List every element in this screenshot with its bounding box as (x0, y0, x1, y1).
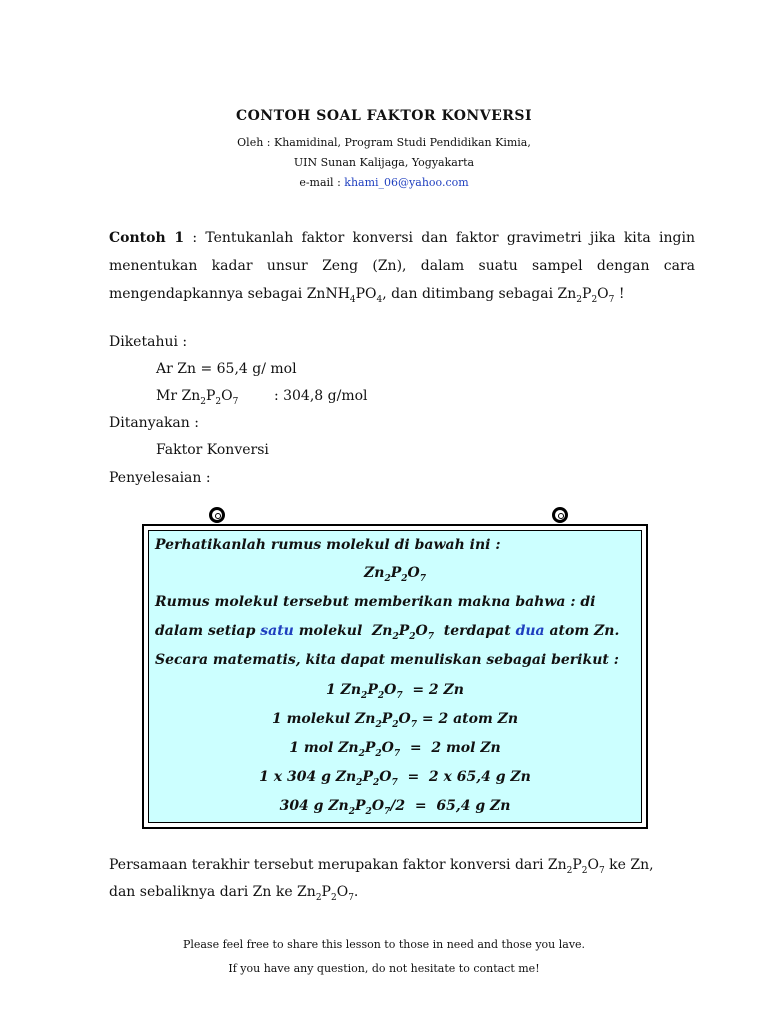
example-text-4: P (582, 286, 592, 302)
conclusion-text-b: ke Zn, (604, 857, 654, 873)
conclusion-text-a: Persamaan terakhir tersebut merupakan faktor konversi dari Zn (109, 857, 567, 873)
box-formula: $Zn_2P_2O_7$ (364, 565, 426, 584)
eq3-left: 1 mol Zn (289, 740, 359, 756)
eq4-left: 1 x 304 g Zn (259, 769, 357, 785)
box-equation-5: 304 g $Zn_2P_2O_7/2 = 65,4$ g Zn (279, 798, 511, 817)
author-line: Oleh : Khamidinal, Program Studi Pendidikan Kimia, (237, 136, 531, 149)
eq5-left: 304 g Zn (279, 798, 349, 814)
eq4-right: = 2 x 65,4 g Zn (397, 769, 531, 785)
box-detail-b: molekul Zn (293, 623, 393, 639)
example-text: Tentukanlah faktor konversi dan faktor gravimetri jika kita ingin menentukan kadar unsur Zeng (Zn), dalam suatu sampel dengan cara mengendapkannya sebagai ZnNH (109, 230, 695, 302)
conclusion-line-2: dan sebaliknya dari Zn ke $Zn_2P_2O_7$. (109, 884, 359, 903)
box-line-intro: Perhatikanlah rumus molekul di bawah ini : (155, 537, 501, 553)
explanation-box (142, 524, 648, 829)
eq1-left: 1 Zn (326, 682, 362, 698)
email-label: e-mail : (299, 176, 341, 189)
box-equation-2: 1 molekul $Zn_2P_2O_7 = 2$ atom Zn (271, 711, 519, 730)
known-mr-prefix: Mr Zn (156, 388, 201, 404)
box-detail-d: atom Zn. (544, 623, 620, 639)
box-line-meaning: Rumus molekul tersebut memberikan makna bahwa : di (155, 594, 596, 610)
eq2-left: 1 molekul Zn (271, 711, 376, 727)
email-link[interactable]: khami_06@yahoo.com (344, 176, 469, 189)
page-title: CONTOH SOAL FAKTOR KONVERSI (235, 108, 533, 124)
box-detail-c: terdapat (434, 623, 516, 639)
footer-line-1: Please feel free to share this lesson to those in need and those you lave. (182, 938, 586, 951)
eq5-right: /2 = 65,4 g Zn (390, 798, 511, 814)
example-text-2: PO (355, 286, 377, 302)
example-paragraph: Contoh 1 : Tentukanlah faktor konversi dan faktor gravimetri jika kita ingin menentukan kadar unsur Zeng (Zn), dalam suatu sampel dengan cara mengendapkannya sebagai $ZnNH_4PO_4$, dan ditimbang sebagai $Zn_2P_2O_7$ ! (109, 230, 695, 305)
ring-left-icon (209, 507, 225, 523)
known-heading: Diketahui : (109, 334, 188, 350)
eq1-right: = 2 Zn (402, 682, 464, 698)
asked-item: Faktor Konversi (156, 442, 269, 458)
example-text-5: O (597, 286, 609, 302)
box-word-satu: satu (260, 623, 294, 639)
example-text-3: , dan ditimbang sebagai Zn (382, 286, 577, 302)
footer-line-2: If you have any question, do not hesitate to contact me! (228, 962, 540, 975)
box-line-math: Secara matematis, kita dapat menuliskan sebagai berikut : (155, 652, 619, 668)
known-ar-line: Ar Zn = 65,4 g/ mol (156, 361, 297, 377)
example-text-6: ! (614, 286, 625, 302)
eq3-right: = 2 mol Zn (400, 740, 501, 756)
explanation-box-inner (148, 530, 642, 823)
conclusion-line-1: Persamaan terakhir tersebut merupakan faktor konversi dari $Zn_2P_2O_7$ ke Zn, (109, 857, 654, 876)
box-equation-1: 1 $Zn_2P_2O_7 = 2$ Zn (326, 682, 464, 701)
conclusion-text-c: dan sebaliknya dari Zn ke Zn (109, 884, 316, 900)
eq2-right: = 2 atom Zn (416, 711, 519, 727)
institution-line: UIN Sunan Kalijaga, Yogyakarta (293, 156, 475, 169)
known-mr-line: Mr $Zn_2P_2O_7$ : 304,8 g/mol (156, 388, 368, 407)
email-line (0, 176, 768, 189)
solution-heading: Penyelesaian : (109, 470, 211, 486)
example-separator: : (184, 230, 206, 246)
box-equation-4: 1 x 304 g $Zn_2P_2O_7 = 2$ x 65,4 g Zn (259, 769, 531, 788)
box-equation-3: 1 mol $Zn_2P_2O_7 = 2$ mol Zn (289, 740, 501, 759)
box-word-dua: dua (515, 623, 545, 639)
ring-right-icon (552, 507, 568, 523)
box-line-detail: dalam setiap satu molekul $Zn_2P_2O_7$ terdapat dua atom Zn. (155, 623, 620, 642)
example-label: Contoh 1 (109, 230, 185, 246)
asked-heading: Ditanyakan : (109, 415, 199, 431)
box-detail-a: dalam setiap (155, 623, 261, 639)
known-mr-value: : 304,8 g/mol (238, 388, 368, 404)
